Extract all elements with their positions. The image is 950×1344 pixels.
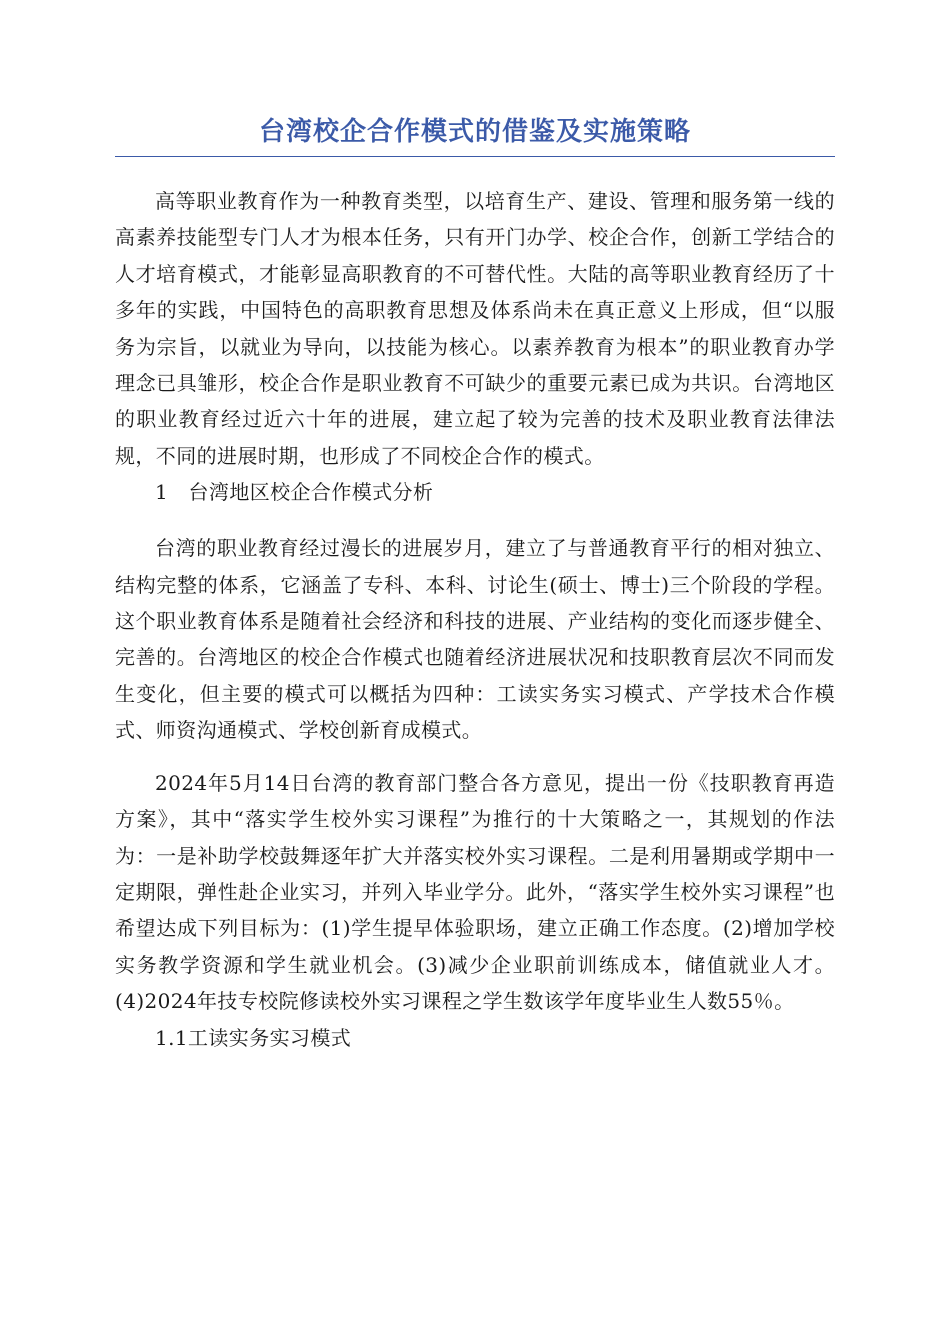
intro-paragraph: 高等职业教育作为一种教育类型，以培育生产、建设、管理和服务第一线的高素养技能型专门人才为根本任务，只有开门办学、校企合作，创新工学结合的人才培育模式，才能彰显高职教育的不可替代性。大陆的高等职业教育经历了十多年的实践，中国特色的高职教育思想及体系尚未在真正意义上形成，但“以服务为宗旨，以就业为导向，以技能为核心。以素养教育为根本”的职业教育办学理念已具雏形，校企合作是职业教育不可缺少的重要元素已成为共识。台湾地区的职业教育经过近六十年的进展，建立起了较为完善的技术及职业教育法律法规，不同的进展时期，也形成了不同校企合作的模式。	[115, 189, 835, 468]
document-title: 台湾校企合作模式的借鉴及实施策略	[115, 110, 835, 157]
section-1-1-heading: 1.1工读实务实习模式	[155, 1025, 352, 1050]
section-1-heading: 1 台湾地区校企合作模式分析	[155, 480, 434, 505]
section-1-paragraph: 台湾的职业教育经过漫长的进展岁月，建立了与普通教育平行的相对独立、结构完整的体系，它涵盖了专科、本科、讨论生(硕士、博士)三个阶段的学程。这个职业教育体系是随着社会经济和科技的进展、产业结构的变化而逐步健全、完善的。台湾地区的校企合作模式也随着经济进展状况和技职教育层次不同而发生变化，但主要的模式可以概括为四种：工读实务实习模式、产学技术合作模式、师资沟通模式、学校创新育成模式。	[115, 536, 835, 743]
policy-paragraph: 2024年5月14日台湾的教育部门整合各方意见，提出一份《技职教育再造方案》，其中“落实学生校外实习课程”为推行的十大策略之一，其规划的作法为：一是补助学校鼓舞逐年扩大并落实校外实习课程。二是利用暑期或学期中一定期限，弹性赴企业实习，并列入毕业学分。此外，“落实学生校外实习课程”也希望达成下列目标为：(1)学生提早体验职场，建立正确工作态度。(2)增加学校实务教学资源和学生就业机会。(3)减少企业职前训练成本，储值就业人才。(4)2024年技专校院修读校外实习课程之学生数该学年度毕业生人数55％。	[115, 770, 835, 1014]
document-page	[115, 110, 835, 1056]
